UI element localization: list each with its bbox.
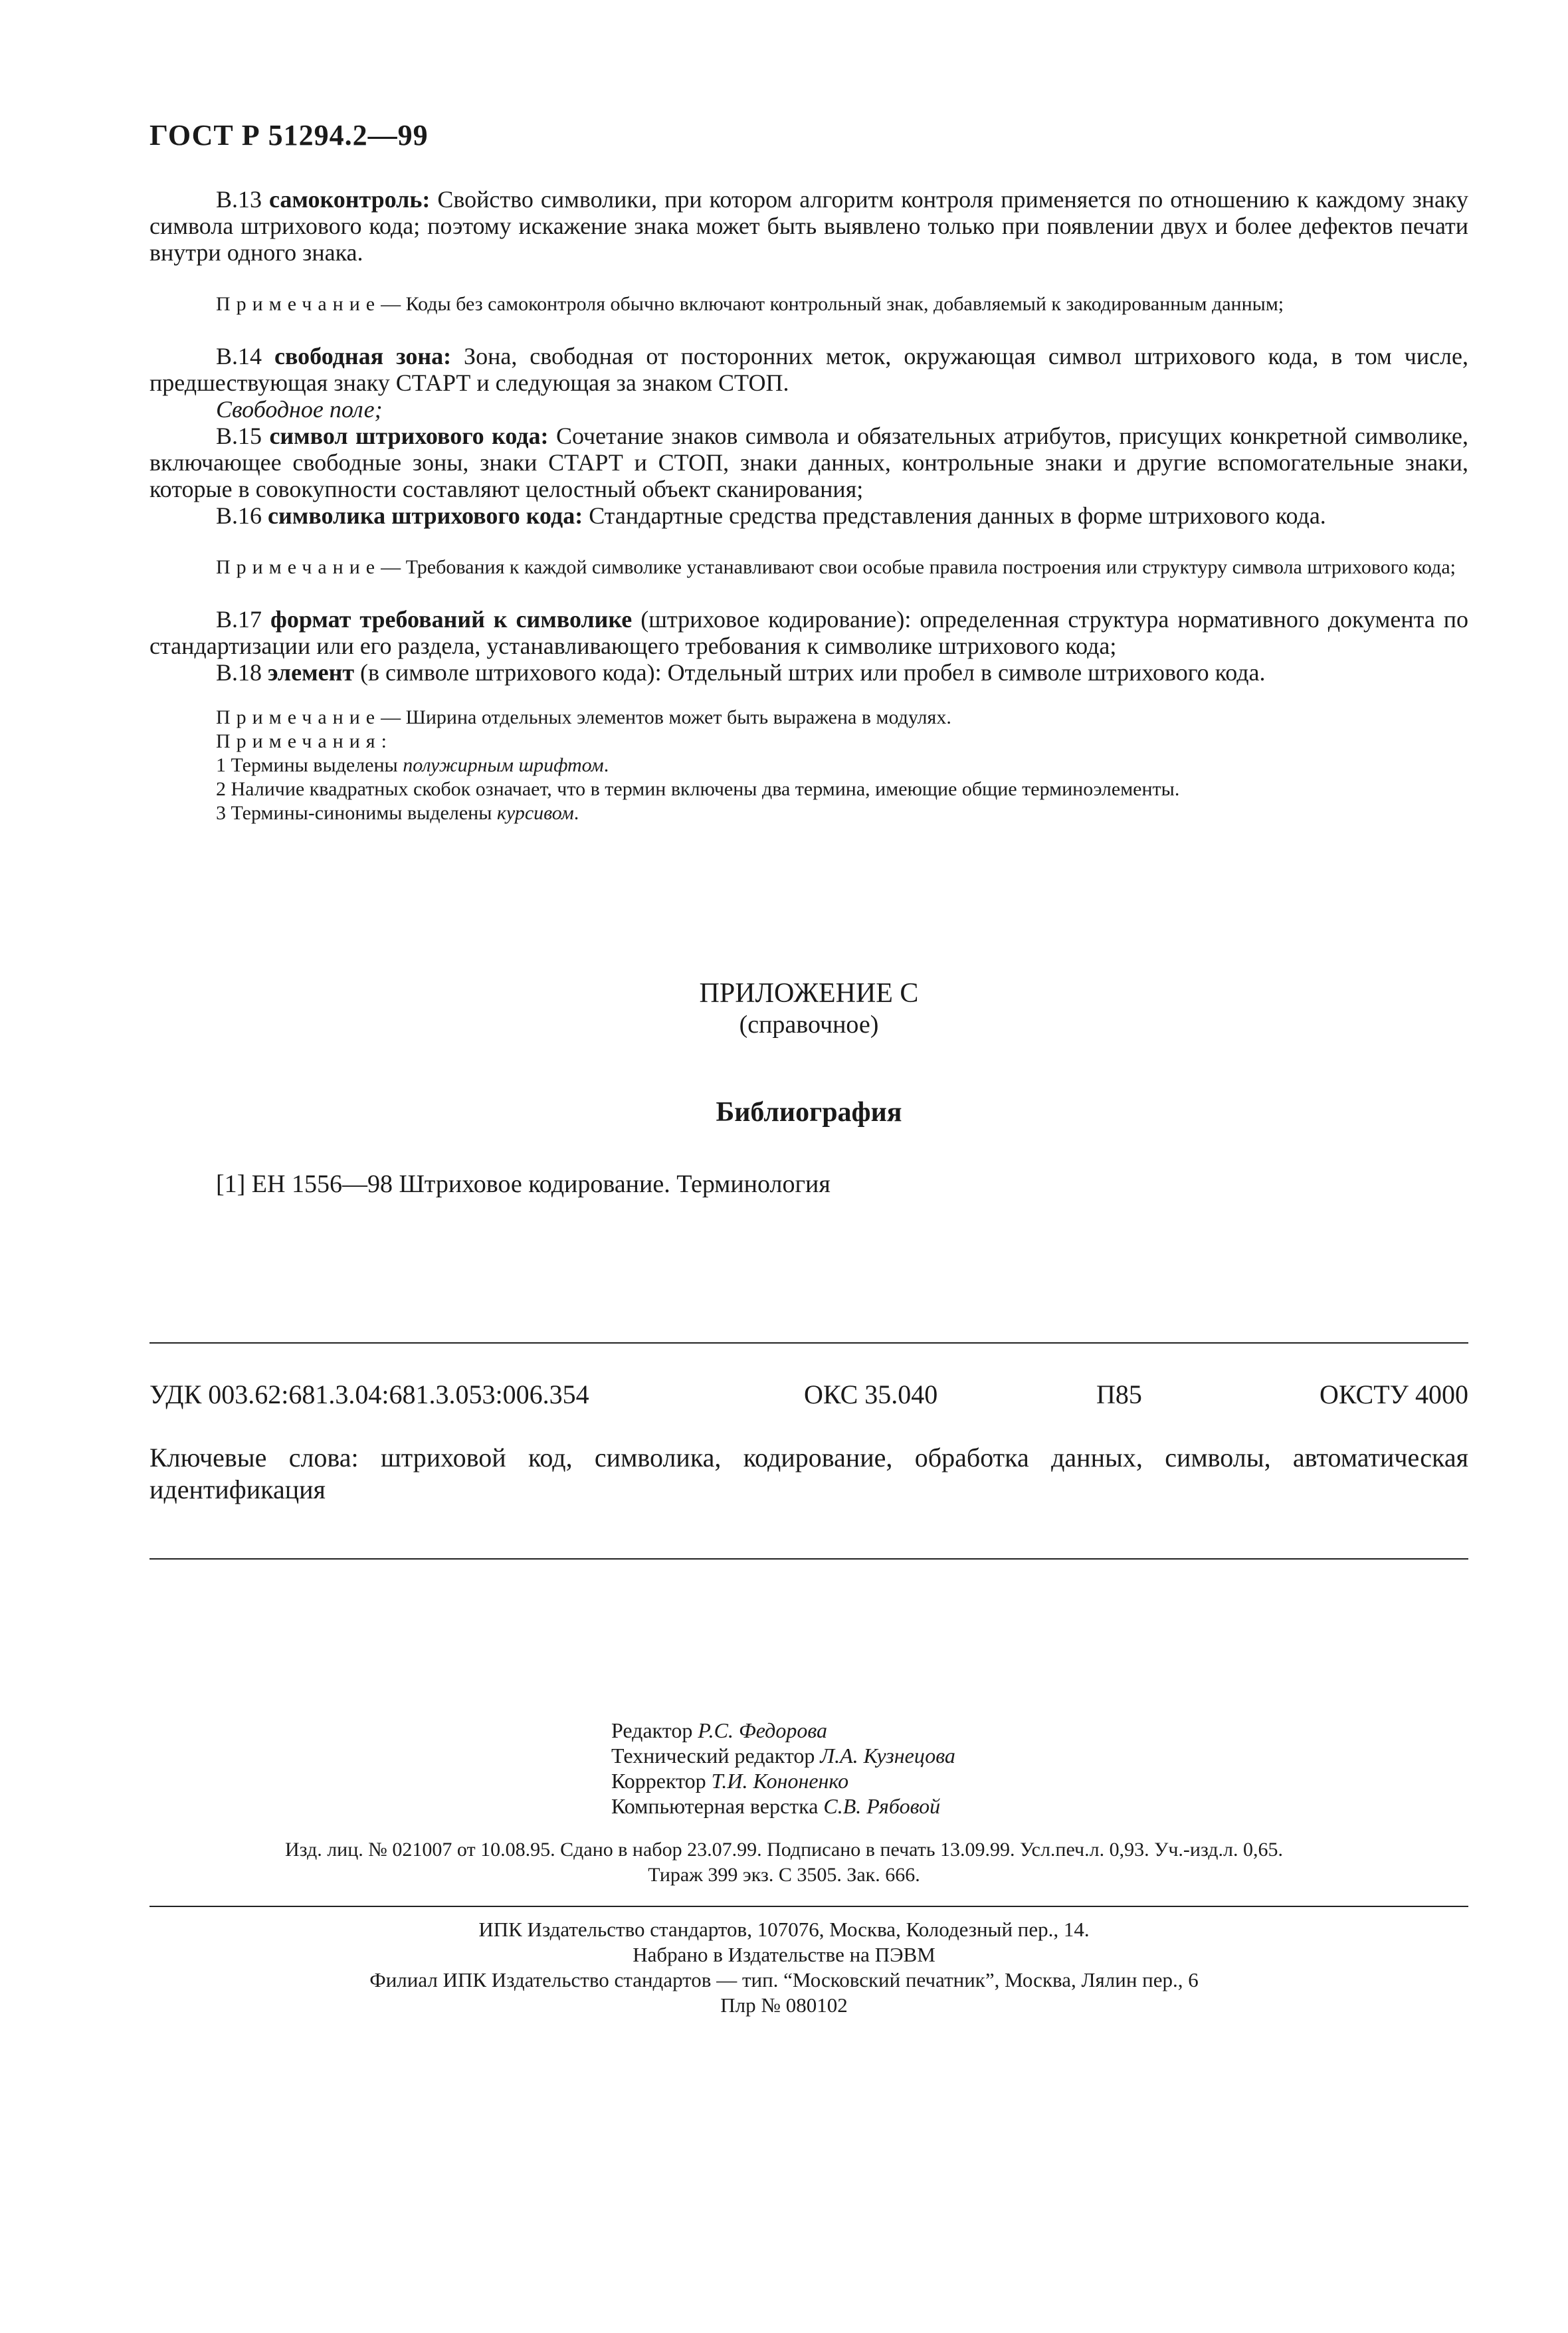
- term-name: свободная зона:: [274, 343, 452, 369]
- appendix-title: ПРИЛОЖЕНИЕ С: [699, 978, 919, 1009]
- divider-middle: [149, 1558, 1468, 1560]
- term-name: элемент: [268, 659, 355, 686]
- term-number: В.15: [216, 423, 262, 449]
- license-line: Изд. лиц. № 021007 от 10.08.95. Сдано в набор 23.07.99. Подписано в печать 13.09.99. Усл.печ.л. 0,93. Уч.-изд.л. 0,65.: [284, 1839, 1284, 1861]
- editors-block: [611, 1718, 955, 1819]
- term-definition: Свойство символики, при котором алгоритм контроля применяется по отношению к каждому знаку символа штрихового кода; поэтому искажение знака может быть выявлено только при появлении двух и более дефектов печати внутри одного знака.: [149, 186, 1469, 266]
- divider-top: [149, 1342, 1468, 1344]
- term-b17: [149, 606, 1468, 659]
- note-1: [149, 292, 1468, 316]
- notes-list: [149, 730, 1468, 825]
- terms-section: [149, 186, 1468, 825]
- term-number: В.14: [216, 343, 262, 369]
- tech-editor-label: Технический редактор: [611, 1744, 815, 1768]
- notes-item-emphasis: курсивом: [496, 802, 574, 824]
- term-number: В.16: [216, 502, 262, 529]
- term-definition: (в символе штрихового кода): Отдельный штрих или пробел в символе штрихового кода.: [360, 659, 1266, 686]
- tech-editor: [611, 1743, 955, 1768]
- notes-item-emphasis: полужирным шрифтом: [403, 754, 604, 776]
- note-label: Примечание: [216, 556, 381, 578]
- document-code: ГОСТ Р 51294.2—99: [149, 119, 429, 152]
- tech-editor-name: Л.А. Кузнецова: [820, 1744, 955, 1768]
- corrector-label: Корректор: [611, 1769, 706, 1793]
- corrector-name: Т.И. Кононенко: [711, 1769, 849, 1793]
- term-b15: [149, 423, 1468, 502]
- publisher-line-3: Филиал ИПК Издательство стандартов — тип. “Московский печатник”, Москва, Лялин пер., 6: [369, 1968, 1199, 1991]
- bibliography-heading: Библиография: [716, 1097, 902, 1128]
- divider-bottom: [149, 1906, 1468, 1907]
- term-name: символика штрихового кода:: [268, 502, 583, 529]
- note-text: — Коды без самоконтроля обычно включают контрольный знак, добавляемый к закодированным данным;: [381, 293, 1284, 315]
- corrector: [611, 1768, 955, 1793]
- editor-name: Р.С. Федорова: [698, 1718, 828, 1742]
- term-definition: (штриховое кодирование): определенная структура нормативного документа по стандартизации или его раздела, устанавливающего требования к символике штрихового кода;: [149, 606, 1468, 659]
- term-b16: [149, 502, 1468, 529]
- p-code: П85: [1096, 1379, 1142, 1409]
- notes-label: Примечания:: [216, 730, 393, 752]
- notes-item-text: 3 Термины-синонимы выделены: [216, 802, 497, 824]
- keywords: Ключевые слова: штриховой код, символика, кодирование, обработка данных, символы, автоматическая идентификация: [149, 1443, 1468, 1504]
- note-3: [149, 706, 1468, 730]
- note-label: Примечание: [216, 293, 381, 315]
- layout-artist: [611, 1793, 955, 1819]
- notes-item-text: 1 Термины выделены: [216, 754, 403, 776]
- term-name: самоконтроль:: [269, 186, 431, 213]
- appendix-subtitle: (справочное): [739, 1011, 879, 1039]
- note-2: [149, 556, 1468, 579]
- layout-name: С.В. Рябовой: [823, 1794, 941, 1818]
- term-b18: [149, 659, 1468, 686]
- publisher-line-2: Набрано в Издательстве на ПЭВМ: [633, 1943, 935, 1966]
- term-definition: Зона, свободная от посторонних меток, окружающая символ штрихового кода, в том числе, предшествующая знаку СТАРТ и следующая за знаком СТОП.: [149, 343, 1469, 396]
- notes-item-end: .: [573, 802, 579, 824]
- term-b13: [149, 186, 1468, 266]
- term-number: В.18: [216, 659, 262, 686]
- notes-item-2: [149, 777, 1468, 801]
- notes-item-3: [149, 801, 1468, 825]
- term-name: символ штрихового кода:: [269, 423, 549, 449]
- plr-number: Плр № 080102: [720, 1993, 848, 2017]
- classification-row: [149, 1379, 1468, 1412]
- term-b14: [149, 343, 1468, 396]
- term-number: В.17: [216, 606, 262, 633]
- layout-label: Компьютерная верстка: [611, 1794, 819, 1818]
- term-number: В.13: [216, 186, 262, 213]
- udk-code: УДК 003.62:681.3.04:681.3.053:006.354: [149, 1379, 589, 1409]
- notes-item-1: [149, 754, 1468, 777]
- notes-item-text: 2 Наличие квадратных скобок означает, что в термин включены два термина, имеющие общие терминоэлементы.: [216, 778, 1180, 800]
- term-definition: Стандартные средства представления данных в форме штрихового кода.: [589, 502, 1326, 529]
- oks-code: ОКС 35.040: [804, 1379, 938, 1409]
- term-name: формат требований к символике: [270, 606, 633, 633]
- term-definition: Сочетание знаков символа и обязательных атрибутов, присущих конкретной символике, включающее свободные зоны, знаки СТАРТ и СТОП, знаки данных, контрольные знаки и другие вспомогательные знаки, которые в совокупности составляют целостный объект сканирования;: [149, 423, 1469, 502]
- note-text: — Требования к каждой символике устанавливают свои особые правила построения или структуру символа штрихового кода;: [381, 556, 1456, 578]
- editor-label: Редактор: [611, 1718, 693, 1742]
- editor: [611, 1718, 955, 1743]
- okstu-code: ОКСТУ 4000: [1319, 1379, 1468, 1409]
- term-synonym: Свободное поле;: [216, 396, 383, 423]
- publisher-line-1: ИПК Издательство стандартов, 107076, Москва, Колодезный пер., 14.: [478, 1918, 1090, 1941]
- print-run: Тираж 399 экз. С 3505. Зак. 666.: [648, 1864, 920, 1886]
- bibliography-item: [1] ЕН 1556—98 Штриховое кодирование. Терминология: [216, 1170, 831, 1198]
- note-text: — Ширина отдельных элементов может быть выражена в модулях.: [381, 706, 951, 728]
- notes-item-end: .: [603, 754, 609, 776]
- note-label: Примечание: [216, 706, 381, 728]
